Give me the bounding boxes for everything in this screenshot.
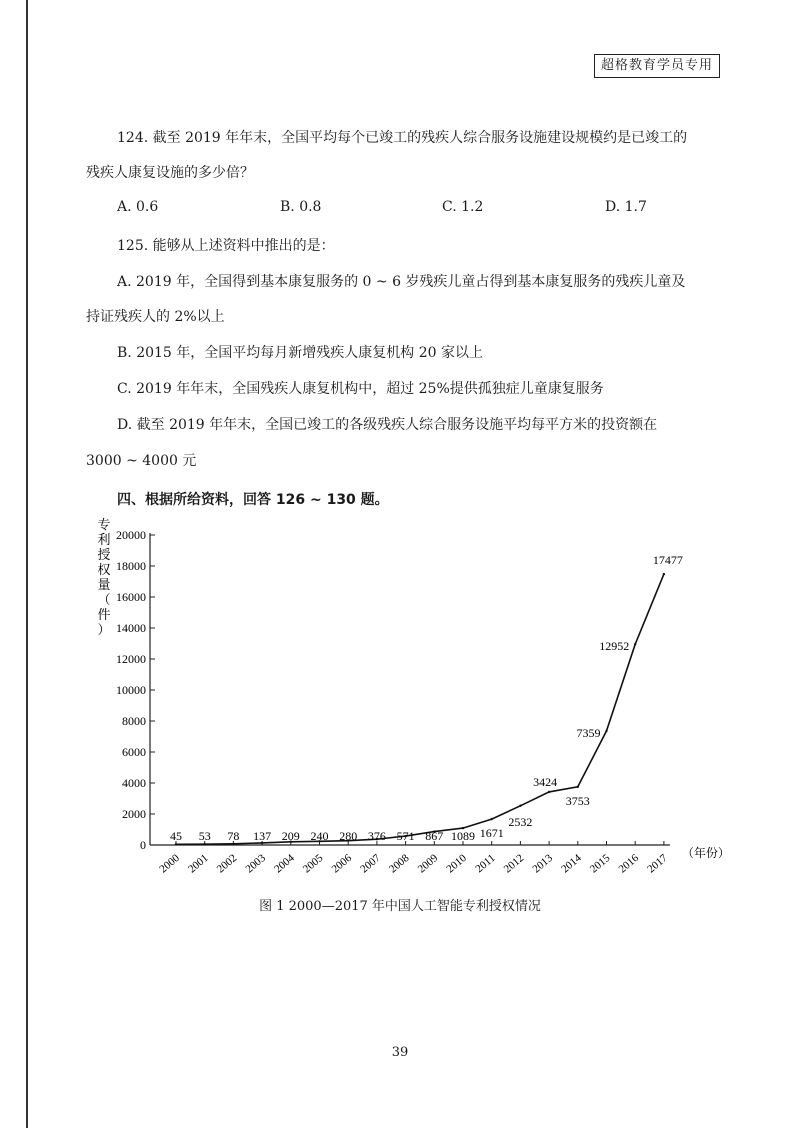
q125-option-d-line2: 3000 ~ 4000 元 [86,453,197,469]
y-axis-title-char: 专 [97,518,111,533]
y-axis-title-char: （ [97,593,111,608]
page-number: 39 [391,1045,409,1060]
header-label: 超格教育学员专用 [594,54,720,78]
y-tick-label: 20000 [116,528,146,542]
data-point [634,643,636,645]
y-axis-title-char: 利 [97,533,111,548]
data-label: 1671 [479,826,504,841]
q124-option-c: C. 1.2 [442,199,484,215]
x-tick-label: 2012 [501,852,527,876]
q125-option-a-line2: 持证残疾人的 2%以上 [86,309,225,325]
x-tick-label: 2015 [587,852,613,876]
data-point [577,786,579,788]
data-point [663,573,665,575]
data-label: 3753 [565,793,590,808]
y-axis-title-char: 件 [97,608,111,623]
x-tick-label: 2010 [444,852,469,876]
data-point [548,791,550,793]
q125-option-b: B. 2015 年，全国平均每月新增残疾人康复机构 20 家以上 [117,345,483,361]
data-point [491,818,493,820]
x-tick-label: 2001 [186,852,211,876]
q125-option-c: C. 2019 年年末，全国残疾人康复机构中，超过 25%提供孤独症儿童康复服务 [117,381,604,397]
y-axis-title-char: 量 [97,578,111,593]
x-tick-label: 2004 [272,852,297,876]
q125-stem: 125. 能够从上述资料中推出的是： [117,238,335,254]
data-label: 867 [425,829,444,843]
data-point [204,843,206,845]
x-tick-label: 2009 [415,852,441,876]
data-label: 240 [310,829,329,843]
section-title: 四、根据所给资料，回答 126 ~ 130 题。 [117,492,389,508]
x-tick-label: 2017 [645,852,670,876]
data-label: 571 [396,829,415,843]
y-tick-label: 0 [140,838,146,852]
y-tick-label: 4000 [122,776,146,790]
y-tick-label: 6000 [122,745,146,759]
data-label: 12952 [599,639,630,654]
y-tick-label: 8000 [122,714,146,728]
y-tick-label: 10000 [116,683,146,697]
data-label: 78 [227,829,240,843]
y-axis-title-char: 权 [97,563,111,578]
figure-caption: 图 1 2000—2017 年中国人工智能专利授权情况 [259,899,541,914]
q124-option-b: B. 0.8 [280,199,322,215]
data-label: 209 [281,829,300,843]
data-label: 376 [367,829,386,843]
data-label: 45 [170,829,182,843]
y-axis-title-char: ） [97,623,111,638]
q125-option-d-line1: D. 截至 2019 年年末，全国已竣工的各级残疾人综合服务设施平均每平方米的投资额在 [117,417,658,433]
data-label: 2532 [508,814,533,829]
x-tick-label: 2011 [473,852,498,876]
page-binding-line [26,0,28,1128]
x-axis-title: （年份） [681,846,730,860]
x-tick-label: 2013 [530,852,556,876]
q124-stem-line1: 124. 截至 2019 年年末，全国平均每个已竣工的残疾人综合服务设施建设规模约是已竣工的 [117,130,688,146]
data-point [175,843,177,845]
x-tick-label: 2008 [386,852,412,876]
x-tick-label: 2000 [157,852,182,876]
x-tick-label: 2006 [329,852,355,876]
data-label: 137 [253,829,272,843]
data-label: 17477 [652,553,683,568]
x-tick-label: 2003 [243,852,269,876]
y-tick-label: 12000 [116,652,146,666]
x-tick-label: 2002 [214,852,240,876]
patent-line-chart [80,515,730,890]
q125-option-a-line1: A. 2019 年，全国得到基本康复服务的 0 ~ 6 岁残疾儿童占得到基本康复服务的残疾儿童及 [117,274,686,290]
x-tick-label: 2005 [300,852,326,876]
q124-option-d: D. 1.7 [605,199,647,215]
y-tick-label: 14000 [116,621,146,635]
q124-stem-line2: 残疾人康复设施的多少倍？ [86,165,254,181]
y-axis-title-char: 授 [97,548,111,563]
y-tick-label: 16000 [116,590,146,604]
data-point [519,805,521,807]
x-tick-label: 2016 [616,852,642,876]
data-label: 1089 [451,829,475,843]
x-tick-label: 2007 [358,852,383,876]
series-line [176,574,664,844]
data-point [605,730,607,732]
y-tick-label: 2000 [122,807,146,821]
data-label: 7359 [576,725,601,740]
data-label: 280 [339,829,358,843]
q124-option-a: A. 0.6 [117,199,159,215]
y-tick-label: 18000 [116,559,146,573]
data-label: 53 [198,829,211,843]
data-label: 3424 [533,774,558,789]
x-tick-label: 2014 [559,852,584,876]
